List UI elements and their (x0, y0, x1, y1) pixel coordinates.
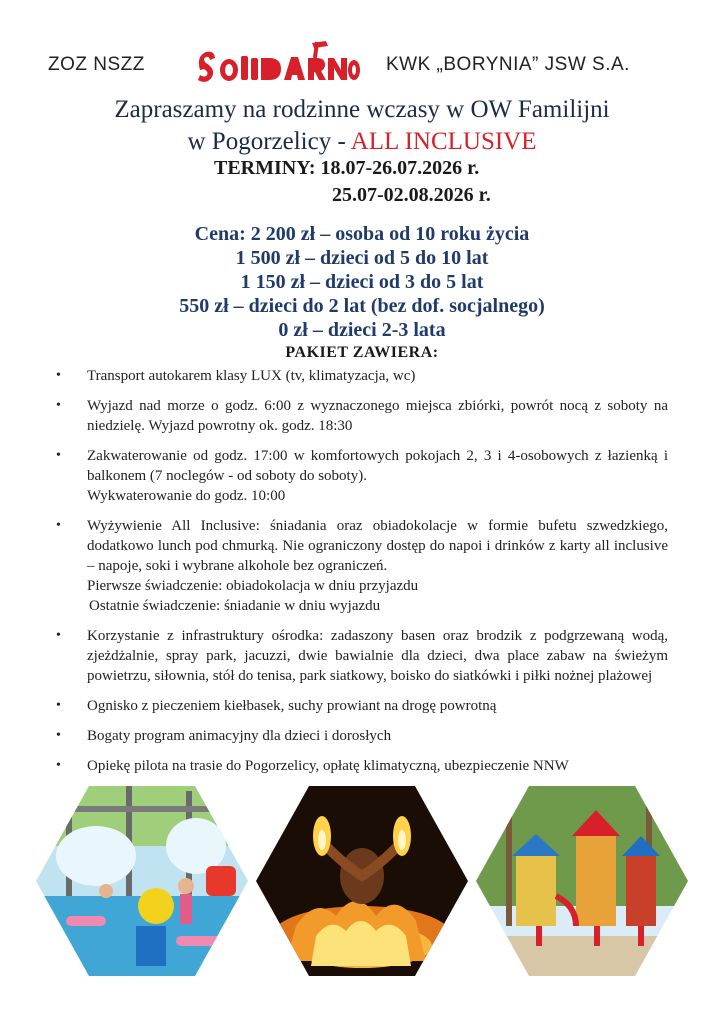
list-item (56, 396, 668, 436)
bullet-icon: • (56, 698, 61, 713)
bullet-icon: • (56, 758, 61, 773)
list-item (56, 726, 668, 746)
list-item-text: Wyjazd nad morze o godz. 6:00 z wyznaczonego miejsca zbiórki, powrót nocą z soboty na niedzielę. Wyjazd powrotny ok. godz. 18:30 (87, 398, 668, 434)
price-list (0, 222, 724, 342)
price-line: 1 150 zł – dzieci od 3 do 5 lat (240, 271, 484, 293)
bullet-icon: • (56, 398, 61, 413)
package-list (56, 366, 668, 786)
list-item (56, 446, 668, 506)
fire-show-photo (256, 786, 468, 976)
invitation-title: Zapraszamy na rodzinne wczasy w OW Familijni (114, 96, 610, 123)
list-item-text: Bogaty program animacyjny dla dzieci i dorosłych (87, 728, 392, 744)
price-line: 1 500 zł – dzieci od 5 do 10 lat (235, 247, 489, 269)
list-item-text: Korzystanie z infrastruktury ośrodka: zadaszony basen oraz brodzik z podgrzewaną wodą, zjeżdżalnie, spray park, jacuzzi, dwie bawialnie dla dzieci, dwa place zabaw na świeżym powietrzu, siłownia, stół do tenisa, park siatkowy, boisko do siatkówki i piłki nożnej plażowej (87, 628, 668, 684)
list-item (56, 696, 668, 716)
bullet-icon: • (56, 728, 61, 743)
terms-line-2: 25.07-02.08.2026 r. (332, 184, 491, 206)
header (0, 40, 724, 90)
list-item-text: Transport autokarem klasy LUX (tv, klimatyzacja, wc) (87, 368, 416, 384)
list-item-text: Zakwaterowanie od godz. 17:00 w komfortowych pokojach 2, 3 i 4-osobowych z łazienką i balkonem (7 noclegów - od soboty do soboty). (87, 448, 668, 484)
package-heading: PAKIET ZAWIERA: (285, 344, 439, 361)
solidarnosc-logo (194, 40, 362, 86)
location-text: w Pogorzelicy - (187, 128, 351, 155)
playground-photo (476, 786, 688, 976)
pool-photo (36, 786, 248, 976)
bullet-icon: • (56, 368, 61, 383)
list-item (56, 516, 668, 616)
list-item-text: Wyżywienie All Inclusive: śniadania oraz obiadokolacje w formie bufetu szwedzkiego, dodatkowo lunch pod chmurką. Nie ograniczony dostęp do napoi i drinków z karty all inclusive – napoje, soki i wybrane alkohole bez ograniczeń. (87, 518, 668, 574)
price-line: Cena: 2 200 zł – osoba od 10 roku życia (194, 223, 530, 245)
list-item (56, 756, 668, 776)
all-inclusive-label: ALL INCLUSIVE (350, 128, 537, 155)
bullet-icon: • (56, 628, 61, 643)
list-item-text: Opiekę pilota na trasie do Pogorzelicy, opłatę klimatyczną, ubezpieczenie NNW (87, 758, 569, 774)
bullet-icon: • (56, 448, 61, 463)
bullet-icon: • (56, 518, 61, 533)
photo-strip (0, 786, 724, 986)
list-item-extra: Wykwaterowanie do godz. 10:00 (87, 488, 286, 504)
list-item (56, 366, 668, 386)
union-name: ZOZ NSZZ (48, 54, 145, 75)
list-item-extra: Pierwsze świadczenie: obiadokolacja w dniu przyjazdu (87, 578, 419, 594)
list-item-extra: Ostatnie świadczenie: śniadanie w dniu wyjazdu (89, 598, 381, 614)
price-line: 550 zł – dzieci do 2 lat (bez dof. socjalnego) (179, 295, 545, 317)
invitation-subtitle (0, 128, 724, 156)
mine-name: KWK „BORYNIA” JSW S.A. (386, 54, 630, 75)
terms-line-1: TERMINY: 18.07-26.07.2026 r. (214, 157, 480, 179)
list-item-text: Ognisko z pieczeniem kiełbasek, suchy prowiant na drogę powrotną (87, 698, 497, 714)
list-item (56, 626, 668, 686)
price-line: 0 zł – dzieci 2-3 lata (278, 319, 446, 341)
